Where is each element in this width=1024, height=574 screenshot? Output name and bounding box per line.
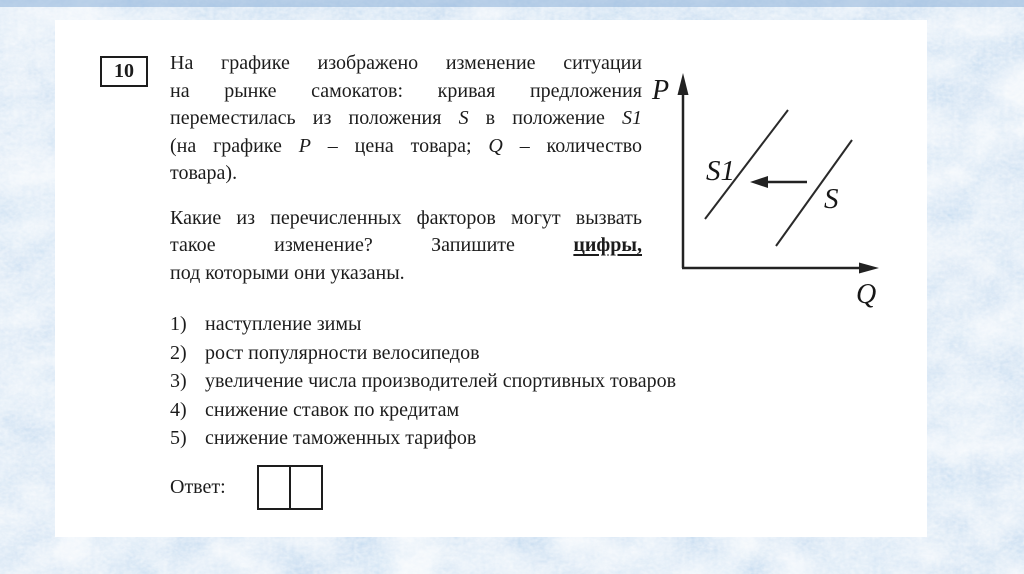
item-number: 1): [170, 313, 187, 335]
item-text: увеличение числа производителей спортивных товаров: [205, 370, 677, 393]
task-paragraph: [170, 205, 642, 288]
question-text: на рынке самокатов: кривая предложения: [170, 79, 642, 102]
curve-s-symbol: S: [458, 107, 469, 129]
task-line: [170, 232, 642, 260]
item-text: рост популярности велосипедов: [205, 341, 480, 364]
task-text: под которыми они указаны.: [170, 261, 405, 284]
question-text: – цена товара;: [310, 134, 489, 157]
task-line: [170, 260, 642, 288]
content-panel: [55, 20, 927, 537]
question-number: 10: [114, 60, 134, 82]
item-text: снижение таможенных тарифов: [205, 427, 477, 450]
quantity-symbol: Q: [488, 134, 503, 157]
top-edge-strip: [0, 0, 1024, 7]
item-text: снижение ставок по кредитам: [205, 398, 460, 421]
question-text: переместилась из положения: [170, 107, 459, 129]
x-axis-arrowhead: [859, 263, 879, 274]
question-text: На графике изображено изменение ситуации: [170, 52, 642, 74]
question-paragraph: [170, 50, 642, 188]
task-text: такое изменение? Запишите: [170, 234, 574, 256]
item-number: 5): [170, 427, 187, 450]
s-curve: [776, 140, 852, 246]
q-axis-label: Q: [856, 279, 877, 310]
task-line: [170, 205, 642, 233]
list-item: [170, 310, 730, 339]
question-line: [170, 160, 642, 188]
list-item: [170, 396, 730, 425]
price-symbol: P: [298, 134, 311, 157]
answer-box: [257, 465, 323, 510]
list-item: [170, 339, 730, 368]
answer-cell-2: [291, 467, 321, 508]
answer-row: [170, 465, 642, 510]
question-line: [170, 50, 642, 78]
options-list: [170, 310, 730, 453]
curve-s1-symbol: S1: [621, 107, 642, 129]
question-text: (на графике: [170, 134, 299, 157]
item-number: 4): [170, 398, 187, 421]
question-line: [170, 78, 642, 106]
question-text: в положение: [468, 107, 622, 129]
shift-arrow-head: [750, 176, 768, 188]
p-axis-label: P: [652, 75, 670, 106]
item-text: наступление зимы: [205, 313, 362, 335]
question-line: [170, 133, 642, 161]
s1-curve-label: S1: [706, 155, 735, 187]
text-column: [170, 50, 677, 510]
y-axis-arrowhead: [678, 73, 689, 95]
question-line: [170, 105, 642, 133]
supply-shift-graph: [650, 60, 890, 310]
item-number: 2): [170, 341, 187, 364]
digits-emphasis: цифры,: [573, 234, 642, 256]
question-number-box: [100, 56, 148, 87]
task-text: Какие из перечисленных факторов могут вызвать: [170, 206, 642, 229]
s-curve-label: S: [824, 183, 839, 215]
answer-label: Ответ:: [170, 475, 226, 498]
list-item: [170, 424, 730, 453]
answer-cell-1: [259, 467, 291, 508]
list-item: [170, 367, 730, 396]
item-number: 3): [170, 370, 187, 393]
question-text: – количество: [502, 134, 642, 157]
question-text: товара).: [170, 162, 238, 184]
